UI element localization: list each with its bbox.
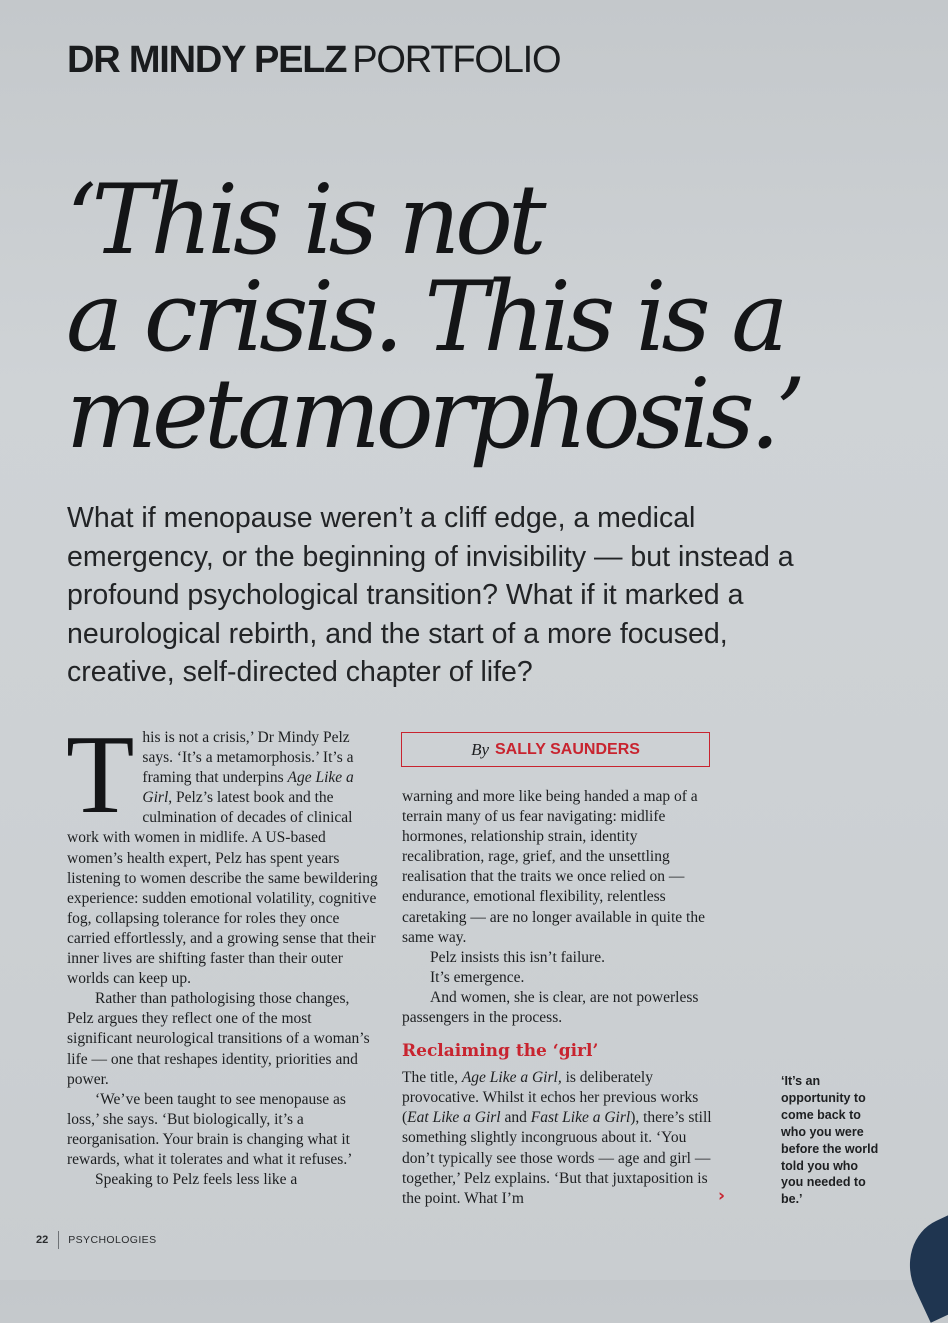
body-column-middle <box>402 787 722 1209</box>
footer-divider <box>58 1231 59 1249</box>
body-text: ), there’s still something slightly incongruous about it. ‘You don’t typically see those words — age and girl — together,’ Pelz explains. ‘But that juxtaposition is the point. What I’m <box>402 1109 712 1207</box>
body-paragraph <box>402 1068 722 1209</box>
drop-cap: T <box>66 713 135 837</box>
book-title: Eat Like a Girl <box>407 1109 501 1127</box>
body-paragraph: And women, she is clear, are not powerless passengers in the process. <box>402 988 699 1027</box>
body-paragraph: It’s emergence. <box>430 968 525 986</box>
byline-author: SALLY SAUNDERS <box>495 740 640 758</box>
subhead: Reclaiming the ‘girl’ <box>402 1041 599 1062</box>
body-text: , Pelz’s latest book and the culmination of decades of clinical work with women in midlife. A US-based women’s health expert, Pelz has spent years listening to women describe the same bewildering experience: sudden emotional volatility, cognitive fog, collapsing tolerance for roles they once carried effortlessly, and a growing sense that their inner lives are shifting faster than their outer worlds can keep up. <box>67 789 378 988</box>
byline-box <box>401 732 710 767</box>
pull-quote: ‘It’s an opportunity to come back to who you were before the world told you who you needed to be.’ <box>781 1074 879 1207</box>
body-text: is deliberately provocative. Whilst it echos her previous works ( <box>402 1069 699 1127</box>
background-figure-shape <box>893 1207 948 1322</box>
page-number: 22 <box>36 1234 49 1246</box>
headline-line-2: a crisis. This is a <box>66 261 784 373</box>
body-text: and <box>500 1109 531 1127</box>
header-name: DR MINDY PELZ <box>67 39 347 81</box>
magazine-name: PSYCHOLOGIES <box>68 1234 157 1246</box>
headline-line-1: ‘This is not <box>66 164 542 276</box>
body-paragraph: Rather than pathologising those changes, Pelz argues they reflect one of the most significant neurological transitions of a woman’s life — one that reshapes identity, priorities and power. <box>67 990 370 1088</box>
book-title: Age Like a Girl, <box>461 1069 562 1087</box>
body-paragraph <box>66 713 379 989</box>
body-text: his is not a crisis,’ Dr Mindy Pelz says. ‘It’s a metamorphosis.’ It’s a framing that underpins <box>142 729 354 787</box>
body-column-left <box>66 713 379 1190</box>
headline-line-3: metamorphosis.’ <box>66 358 801 470</box>
book-title: Fast Like a Girl <box>530 1109 631 1127</box>
page-footer <box>36 1231 157 1249</box>
section-header <box>67 38 560 82</box>
standfirst: What if menopause weren’t a cliff edge, a medical emergency, or the beginning of invisibility — but instead a profound psychological transition? What if it marked a neurological rebirth, and the start of a more focused, creative, self-directed chapter of life? <box>67 502 794 688</box>
headline <box>66 164 866 470</box>
body-paragraph: ‘We’ve been taught to see menopause as loss,’ she says. ‘But biologically, it’s a reorganisation. Your brain is changing what it rewards, what it tolerates and what it refuses.’ <box>67 1090 353 1168</box>
header-section: PORTFOLIO <box>352 39 561 81</box>
byline-prefix: By <box>471 739 489 759</box>
body-paragraph: Speaking to Pelz feels less like a <box>95 1171 298 1189</box>
body-paragraph: Pelz insists this isn’t failure. <box>430 948 605 966</box>
continue-arrow-icon: › <box>718 1186 726 1206</box>
book-title: Age Like a Girl <box>142 769 354 807</box>
body-paragraph: warning and more like being handed a map of a terrain many of us fear navigating: midlife hormones, relationship strain, identity recalibration, rage, grief, and the unsettling realisation that the traits we once relied on — endurance, emotional flexibility, relentless caretaking — are no longer available in quite the same way. <box>402 788 705 946</box>
body-text: The title, <box>402 1069 462 1087</box>
